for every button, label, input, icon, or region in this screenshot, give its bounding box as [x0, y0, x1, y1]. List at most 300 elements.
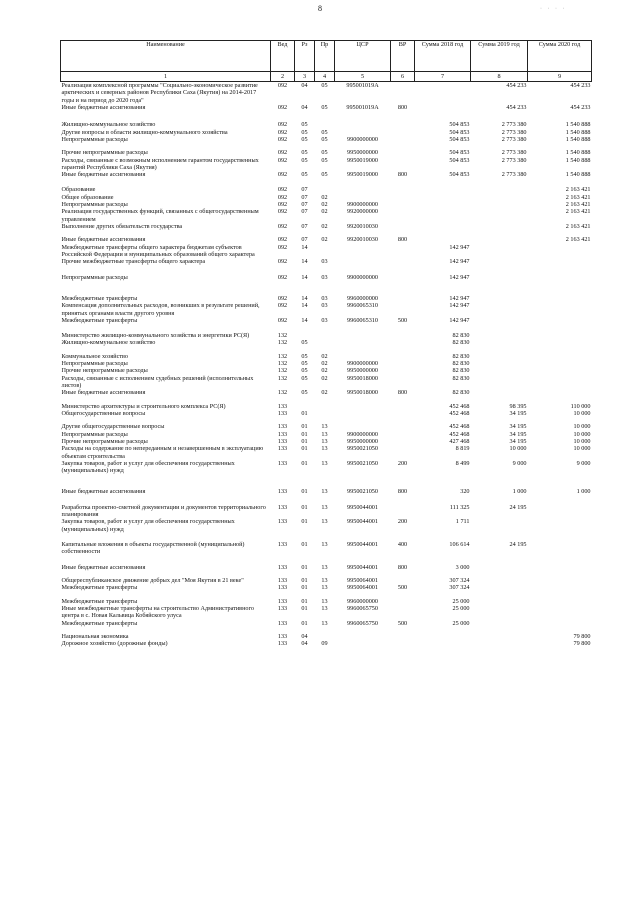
row-ved: 132: [277, 360, 288, 368]
column-number: 5: [335, 72, 391, 82]
row-ved: 133: [277, 518, 288, 526]
row-sum-2020: 2 163 421: [565, 236, 591, 244]
row-vr: [391, 605, 415, 620]
row-rz: 01: [301, 518, 308, 526]
row-sum-2020: 2 163 421: [565, 201, 591, 209]
row-csr: 9950000000: [347, 367, 378, 375]
row-sum-2018: 8 499: [455, 459, 470, 467]
row-name: Общереспубликанское движение добрых дел "Моя Якутия в 21 веке": [61, 576, 244, 584]
row-rz: 01: [301, 604, 308, 612]
row-ved: 092: [277, 186, 288, 194]
row-sum-2019: 34 195: [509, 437, 527, 445]
row-sum-2018: 82 830: [452, 332, 470, 340]
row-csr: 9900000000: [347, 360, 378, 368]
row-csr: 9920010030: [347, 236, 378, 244]
row-pr: 03: [321, 302, 328, 310]
row-sum-2019: 34 195: [509, 409, 527, 417]
row-sum-2020: [528, 504, 592, 519]
row-sum-2020: 2 163 421: [565, 223, 591, 230]
row-sum-2019: 454 233: [506, 82, 527, 89]
row-pr: [315, 339, 335, 346]
row-ved: 133: [277, 459, 288, 467]
row-sum-2019: 24 195: [509, 541, 527, 548]
row-ved: 133: [277, 632, 288, 640]
row-csr: [335, 186, 391, 193]
row-vr: [391, 633, 415, 640]
row-ved: 092: [277, 171, 288, 179]
row-sum-2019: [471, 236, 528, 243]
row-pr: 13: [321, 503, 328, 511]
row-pr: 13: [321, 430, 328, 438]
row-sum-2020: 454 233: [570, 103, 591, 111]
row-name: Межбюджетные трансферты: [61, 597, 138, 605]
row-name: Межбюджетные трансферты общего характера бюджетам субъектов Российской Федерации и муниципальных образований общего характера: [61, 243, 255, 258]
row-name: Непрограммные расходы: [61, 430, 128, 438]
row-pr: 02: [321, 360, 328, 368]
row-csr: 9950064001: [347, 576, 378, 584]
row-csr: 9950019000: [347, 156, 378, 164]
header-name: Наименование: [61, 41, 271, 72]
row-name: Жилищно-коммунальное хозяйство: [61, 121, 156, 129]
row-rz: 01: [301, 430, 308, 438]
row-csr: [335, 640, 391, 647]
table-row: [61, 605, 592, 620]
header-vr: ВР: [391, 41, 415, 72]
row-pr: 02: [321, 352, 328, 360]
row-spacer: [61, 556, 592, 564]
table-row: [61, 564, 592, 571]
row-spacer: [61, 281, 592, 295]
row-pr: 03: [321, 294, 328, 302]
row-sum-2018: [415, 194, 471, 201]
row-pr: 13: [321, 619, 328, 627]
row-rz: 07: [301, 201, 308, 209]
row-sum-2018: 142 947: [449, 258, 470, 266]
row-csr: [335, 353, 391, 360]
row-rz: 04: [301, 82, 308, 89]
table-row: [61, 375, 592, 390]
row-sum-2018: 504 853: [449, 156, 470, 164]
row-vr: 500: [397, 584, 408, 592]
row-sum-2018: [415, 201, 471, 208]
row-sum-2019: [471, 620, 528, 627]
row-pr: 13: [321, 518, 328, 526]
row-sum-2018: 142 947: [449, 316, 470, 324]
row-sum-2018: [415, 208, 471, 223]
row-rz: 14: [301, 243, 308, 251]
table-row: [61, 584, 592, 591]
row-ved: 133: [277, 423, 288, 431]
row-pr: 13: [321, 597, 328, 605]
row-name: Жилищно-коммунальное хозяйство: [61, 339, 156, 347]
table-row: [61, 360, 592, 367]
row-sum-2019: [471, 353, 528, 360]
table-row: [61, 121, 592, 128]
table-row: [61, 302, 592, 317]
row-rz: 05: [301, 171, 308, 179]
page-number: 8: [318, 4, 322, 13]
row-sum-2020: [528, 584, 592, 591]
row-sum-2019: [471, 389, 528, 396]
row-vr: [391, 258, 415, 265]
row-rz: 01: [301, 445, 308, 453]
row-name: Иные бюджетные ассигнования: [61, 103, 146, 111]
row-csr: 9900000000: [347, 273, 378, 281]
row-sum-2019: 1 000: [512, 488, 527, 496]
row-sum-2020: [528, 339, 592, 346]
row-sum-2019: [471, 274, 528, 281]
row-ved: 132: [277, 339, 288, 347]
column-number: 8: [471, 72, 528, 82]
row-sum-2019: 34 195: [509, 423, 527, 431]
row-name: Реализация комплексной программы "Социально-экономическое развитие арктических и северных районов Республики Саха (Якутия) на 2014-2017 годы и на период до 2020 года": [61, 82, 258, 104]
row-sum-2018: 82 830: [452, 360, 470, 368]
row-ved: 133: [277, 402, 288, 410]
row-sum-2018: 427 468: [449, 437, 470, 445]
row-csr: [335, 194, 391, 201]
row-sum-2019: [471, 605, 528, 620]
row-vr: [391, 403, 415, 410]
row-sum-2019: [471, 360, 528, 367]
row-csr: 9960065750: [347, 619, 378, 627]
row-rz: 14: [301, 316, 308, 324]
row-vr: [391, 186, 415, 193]
table-row: [61, 460, 592, 475]
row-sum-2019: [471, 584, 528, 591]
row-sum-2020: 1 540 888: [565, 128, 591, 136]
row-csr: 9950019000: [347, 171, 378, 179]
row-ved: 092: [277, 273, 288, 281]
row-sum-2020: [528, 317, 592, 324]
row-sum-2018: 307 324: [449, 576, 470, 584]
row-sum-2020: [528, 244, 592, 259]
row-sum-2018: 82 830: [452, 352, 470, 360]
row-sum-2018: [415, 82, 471, 104]
row-pr: 02: [321, 389, 328, 397]
row-sum-2018: 25 000: [452, 597, 470, 605]
row-csr: 9950044001: [347, 503, 378, 511]
row-spacer: [61, 324, 592, 332]
row-vr: [391, 136, 415, 143]
row-sum-2019: [471, 598, 528, 605]
row-csr: 9950000000: [347, 437, 378, 445]
row-ved: 133: [277, 541, 288, 548]
row-spacer: [61, 266, 592, 274]
row-ved: 092: [277, 193, 288, 201]
row-vr: [391, 640, 415, 647]
row-rz: [295, 332, 315, 339]
row-sum-2019: [471, 640, 528, 647]
row-ved: 092: [277, 208, 288, 216]
row-sum-2019: [471, 223, 528, 230]
row-sum-2019: 2 773 380: [501, 149, 527, 157]
table-row: [61, 633, 592, 640]
row-sum-2020: [528, 353, 592, 360]
row-sum-2019: [471, 258, 528, 265]
row-pr: 13: [321, 488, 328, 496]
row-vr: 800: [397, 563, 408, 571]
table-row: [61, 640, 592, 647]
row-sum-2019: [471, 317, 528, 324]
row-sum-2020: 2 163 421: [565, 208, 591, 216]
row-rz: 05: [301, 360, 308, 368]
row-csr: [335, 633, 391, 640]
row-csr: 995001019А: [346, 82, 379, 89]
row-ved: 092: [277, 82, 288, 89]
row-pr: [315, 332, 335, 339]
row-sum-2020: [528, 302, 592, 317]
row-rz: 01: [301, 437, 308, 445]
row-ved: 132: [277, 352, 288, 360]
row-ved: 132: [277, 389, 288, 397]
row-ved: 133: [277, 563, 288, 571]
row-pr: 02: [321, 374, 328, 382]
row-vr: [391, 244, 415, 259]
header-sum-2018: Сумма 2018 год: [415, 41, 471, 72]
row-csr: 9950021050: [347, 488, 378, 496]
row-vr: [391, 129, 415, 136]
row-vr: [391, 431, 415, 438]
row-sum-2018: [415, 236, 471, 243]
table-row: [61, 186, 592, 193]
row-rz: 01: [301, 423, 308, 431]
row-vr: [391, 423, 415, 430]
row-name: Расходы, связанные с возможным исполнением гарантом государственных гарантий Республики Саха (Якутия): [61, 156, 259, 171]
table-row: [61, 317, 592, 324]
row-rz: 05: [301, 367, 308, 375]
row-sum-2019: [471, 564, 528, 571]
table-row: [61, 541, 592, 556]
row-vr: [391, 82, 415, 104]
row-pr: 13: [321, 604, 328, 612]
row-csr: 9960000000: [347, 294, 378, 302]
row-sum-2018: 142 947: [449, 243, 470, 251]
row-sum-2020: [528, 518, 592, 533]
row-sum-2020: [528, 577, 592, 584]
row-sum-2020: [528, 620, 592, 627]
row-ved: 092: [277, 128, 288, 136]
row-rz: 07: [301, 186, 308, 194]
column-number: 7: [415, 72, 471, 82]
row-rz: 07: [301, 223, 308, 230]
row-rz: 07: [301, 193, 308, 201]
row-sum-2018: 25 000: [452, 619, 470, 627]
row-csr: [335, 244, 391, 259]
row-csr: 9960065750: [347, 604, 378, 612]
scan-corner-mark: · · · ·: [540, 6, 567, 12]
row-csr: 9900000000: [347, 430, 378, 438]
row-csr: 9950000000: [347, 149, 378, 157]
row-pr: [315, 633, 335, 640]
row-sum-2018: 320: [460, 488, 470, 496]
row-vr: 200: [397, 518, 408, 526]
row-rz: 05: [301, 128, 308, 136]
row-name: Прочие непрограммные расходы: [61, 367, 148, 375]
row-rz: 14: [301, 258, 308, 266]
row-name: Прочие непрограммные расходы: [61, 437, 148, 445]
row-vr: [391, 302, 415, 317]
row-vr: 800: [397, 488, 408, 496]
row-name: Иные бюджетные ассигнования: [61, 488, 146, 496]
row-ved: 092: [277, 135, 288, 143]
table-row: [61, 504, 592, 519]
table-row: [61, 136, 592, 143]
row-sum-2020: 10 000: [573, 445, 591, 453]
row-csr: [335, 332, 391, 339]
row-pr: 03: [321, 316, 328, 324]
row-sum-2020: 1 540 888: [565, 149, 591, 157]
row-csr: [335, 129, 391, 136]
row-sum-2019: [471, 339, 528, 346]
row-sum-2018: 452 468: [449, 402, 470, 410]
row-name: Реализация государственных функций, связанных с общегосударственным управлением: [61, 208, 259, 223]
row-ved: 092: [277, 201, 288, 209]
row-sum-2019: [471, 244, 528, 259]
table-row: [61, 129, 592, 136]
row-sum-2018: 82 830: [452, 367, 470, 375]
row-rz: 04: [301, 632, 308, 640]
row-ved: 092: [277, 236, 288, 244]
row-ved: 133: [277, 488, 288, 496]
table-row: [61, 244, 592, 259]
row-pr: 13: [321, 423, 328, 431]
row-vr: [391, 577, 415, 584]
row-sum-2020: 110 000: [570, 402, 591, 410]
row-spacer: [61, 533, 592, 541]
table-body: [61, 82, 592, 648]
row-ved: 133: [277, 640, 288, 648]
row-sum-2018: 82 830: [452, 374, 470, 382]
row-vr: [391, 360, 415, 367]
table-row: [61, 410, 592, 417]
row-pr: 05: [321, 128, 328, 136]
row-rz: 01: [301, 576, 308, 584]
row-csr: 9950044001: [347, 541, 378, 548]
row-vr: [391, 157, 415, 172]
table-row: [61, 171, 592, 178]
row-spacer: [61, 496, 592, 504]
table-row: [61, 201, 592, 208]
row-sum-2019: [471, 201, 528, 208]
table-row: [61, 577, 592, 584]
row-pr: 13: [321, 437, 328, 445]
table-row: [61, 295, 592, 302]
column-number-row: [61, 72, 592, 82]
row-sum-2018: [415, 633, 471, 640]
row-pr: 05: [321, 149, 328, 157]
budget-table: [60, 40, 592, 647]
row-sum-2019: 454 233: [506, 103, 527, 111]
row-rz: 01: [301, 409, 308, 417]
row-rz: 01: [301, 459, 308, 467]
row-vr: [391, 367, 415, 374]
table-row: [61, 518, 592, 533]
table-row: [61, 332, 592, 339]
row-vr: [391, 223, 415, 230]
row-name: Другие вопросы в области жилищно-коммунального хозяйства: [61, 128, 228, 136]
row-rz: 01: [301, 584, 308, 592]
row-name: Межбюджетные трансферты: [61, 316, 138, 324]
row-sum-2018: 3 000: [455, 563, 470, 571]
row-pr: 05: [321, 103, 328, 111]
row-sum-2020: 1 540 888: [565, 156, 591, 164]
header-sum-2019: Сумма 2019 год: [471, 41, 528, 72]
table-row: [61, 438, 592, 445]
row-vr: [391, 274, 415, 281]
row-sum-2018: 142 947: [449, 302, 470, 310]
row-csr: 9950044001: [347, 563, 378, 571]
row-sum-2018: 106 614: [449, 541, 470, 548]
row-sum-2020: 2 163 421: [565, 186, 591, 194]
row-csr: 9950021050: [347, 459, 378, 467]
row-sum-2020: [528, 332, 592, 339]
row-vr: [391, 121, 415, 128]
row-ved: 133: [277, 409, 288, 417]
row-sum-2018: [415, 223, 471, 230]
table-row: [61, 339, 592, 346]
row-ved: 092: [277, 258, 288, 266]
row-rz: 14: [301, 294, 308, 302]
row-rz: 01: [301, 597, 308, 605]
row-name: Непрограммные расходы: [61, 273, 128, 281]
row-csr: 9950021050: [347, 445, 378, 453]
row-name: Национальная экономика: [61, 632, 129, 640]
row-rz: 04: [301, 103, 308, 111]
table-row: [61, 620, 592, 627]
header-ved: Вед: [271, 41, 295, 72]
row-rz: 01: [301, 541, 308, 548]
row-rz: 01: [301, 503, 308, 511]
row-ved: 133: [277, 619, 288, 627]
row-sum-2020: 454 233: [570, 82, 591, 89]
row-csr: 9920010030: [347, 223, 378, 230]
row-ved: 092: [277, 294, 288, 302]
row-csr: 995001019А: [346, 103, 379, 111]
table-row: [61, 403, 592, 410]
row-name: Непрограммные расходы: [61, 360, 128, 368]
row-pr: 05: [321, 82, 328, 89]
row-sum-2020: [528, 295, 592, 302]
row-sum-2019: 2 773 380: [501, 121, 527, 129]
row-vr: [391, 353, 415, 360]
row-ved: 133: [277, 437, 288, 445]
row-pr: 02: [321, 236, 328, 244]
row-csr: [335, 339, 391, 346]
column-number: 9: [528, 72, 592, 82]
row-sum-2018: [415, 104, 471, 111]
row-sum-2018: 452 468: [449, 423, 470, 431]
row-sum-2020: [528, 389, 592, 396]
row-sum-2018: 111 325: [449, 503, 470, 511]
row-pr: [315, 121, 335, 128]
row-name: Компенсация дополнительных расходов, возникших в результате решений, принятых органами власти другого уровня: [61, 302, 260, 317]
row-sum-2018: 8 819: [455, 445, 470, 453]
row-vr: [391, 194, 415, 201]
row-sum-2019: [471, 518, 528, 533]
row-vr: [391, 410, 415, 417]
row-sum-2018: 504 853: [449, 171, 470, 179]
row-rz: 14: [301, 273, 308, 281]
row-rz: 05: [301, 156, 308, 164]
row-vr: [391, 438, 415, 445]
row-sum-2020: [528, 375, 592, 390]
row-csr: 9960065310: [347, 302, 378, 310]
row-sum-2018: 452 468: [449, 430, 470, 438]
row-sum-2020: 79 800: [573, 640, 591, 648]
row-pr: 13: [321, 584, 328, 592]
row-csr: [335, 258, 391, 265]
row-name: Образование: [61, 186, 96, 194]
